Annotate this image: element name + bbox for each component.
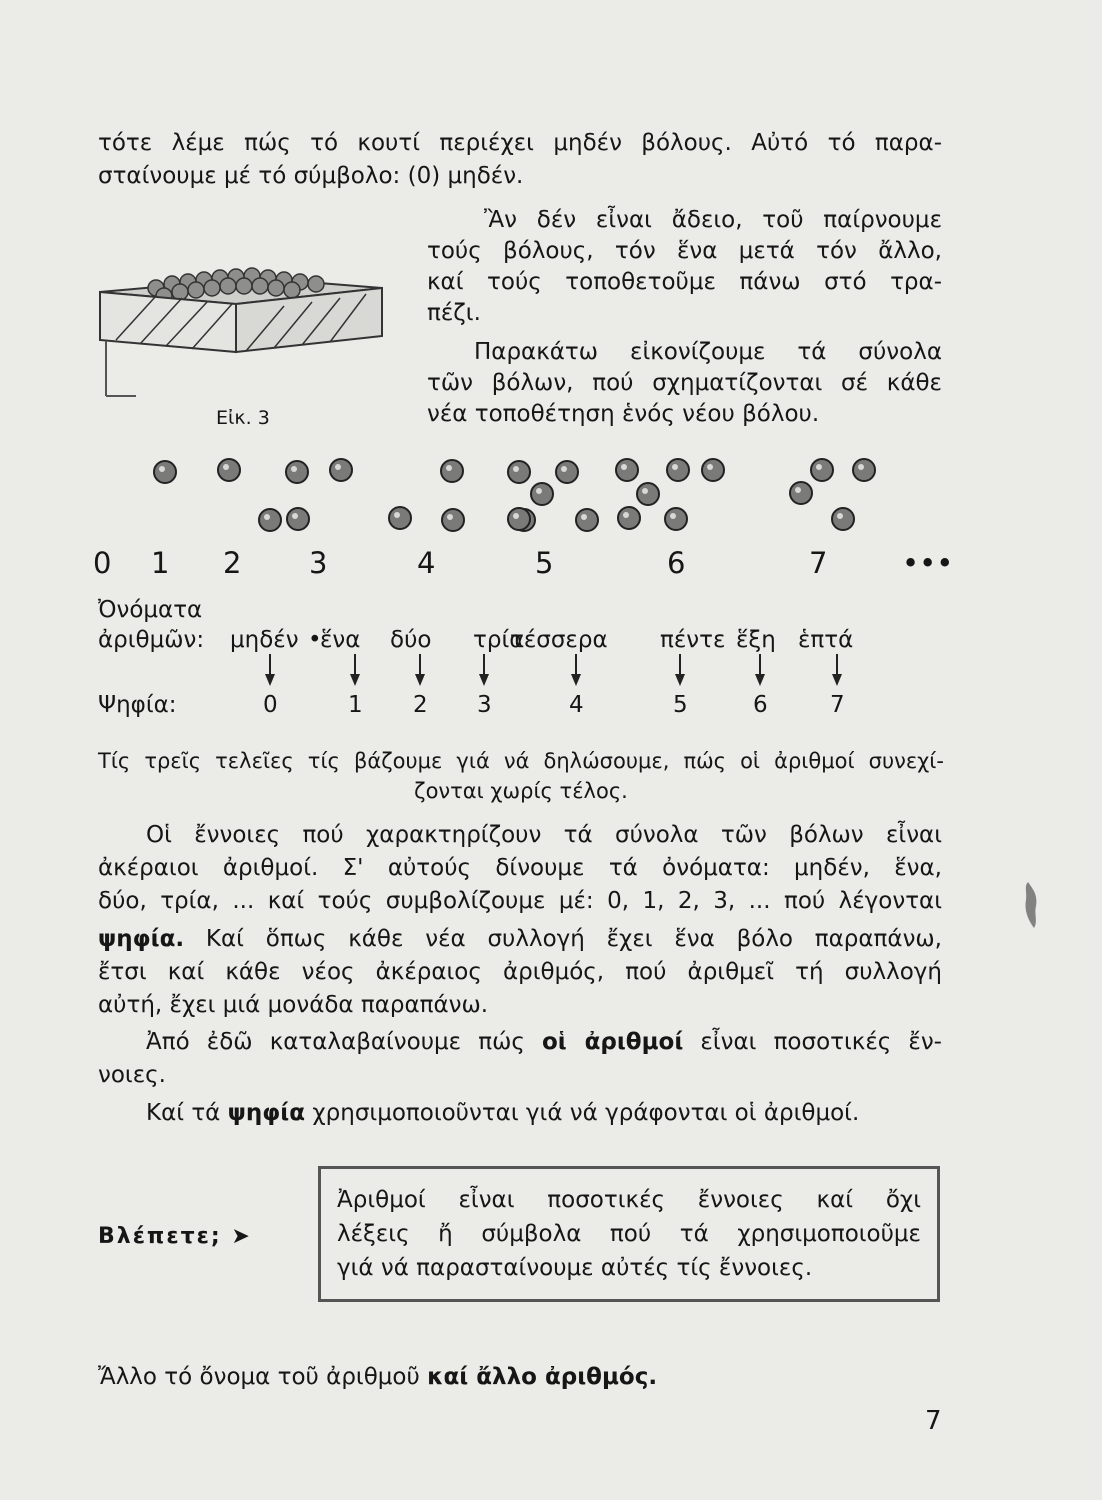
paragraph2-line-2: νοιες. [98, 1062, 166, 1088]
number-label-0: 0 [93, 546, 112, 580]
definition-box [318, 1166, 940, 1302]
ball-set-4-ball-2-highlight [446, 465, 452, 471]
ball-set-6-ball-6-highlight [670, 513, 676, 519]
ball-set-6-ball-6 [665, 508, 687, 530]
number-name-8: ἑπτά [798, 627, 854, 653]
ball-set-7-ball-3 [853, 459, 875, 481]
ball-set-2-ball-1-highlight [223, 464, 229, 470]
number-name-6: πέντε [660, 627, 726, 653]
number-name-5: τέσσερα [510, 627, 608, 653]
paragraph1-line-5: ἔτσι καί κάθε νέος ἀκέραιος ἀριθμός, πού ἀριθμεῖ τή συλλογή [98, 959, 942, 985]
dots-note-line-1: Τίς τρεῖς τελεῖες τίς βάζουμε γιά νά δηλώσουμε, πώς οἱ ἀριθμοί συνεχί- [98, 749, 944, 773]
number-label-5: 5 [535, 546, 554, 580]
definition-line-3: γιά νά παρασταίνουμε αὐτές τίς ἔννοιες. [337, 1255, 813, 1281]
ball-set-7-ball-2 [811, 459, 833, 481]
number-name-1: • [308, 627, 322, 653]
ball-set-7-ball-2-highlight [816, 464, 822, 470]
ball-set-1-ball-1 [154, 461, 176, 483]
ball-set-7-ball-1 [790, 482, 812, 504]
ball-set-6-ball-2 [637, 483, 659, 505]
paragraph1-line-4: ψηφία. Καί ὅπως κάθε νέα συλλογή ἔχει ἕνα βόλο παραπάνω, [98, 926, 942, 952]
box-of-marbles-icon [100, 268, 382, 396]
name-to-digit-arrows [0, 652, 1102, 692]
number-name-0: μηδέν [230, 627, 299, 653]
see-label: Βλέπετε; ➤ [98, 1224, 252, 1249]
ball-set-4-ball-1 [389, 507, 411, 529]
ball-set-1-ball-1-highlight [159, 466, 165, 472]
arrow-head-2 [415, 674, 425, 686]
box-of-marbles-illustration [96, 256, 386, 401]
ball-set-6-ball-5 [618, 507, 640, 529]
ball-set-3-ball-3-highlight [292, 513, 298, 519]
ball-set-6-ball-5-highlight [623, 512, 629, 518]
ball-set-6-ball-3-highlight [672, 464, 678, 470]
number-line-ellipsis: ••• [902, 546, 954, 580]
arrow-head-1 [350, 674, 360, 686]
psifia-bold: ψηφία. [98, 926, 185, 952]
digits-row [0, 690, 1102, 722]
scan-blemish [1018, 880, 1048, 930]
number-label-6: 6 [667, 546, 686, 580]
digit-4: 4 [569, 692, 584, 718]
number-label-2: 2 [223, 546, 242, 580]
ball-set-5-ball-4 [508, 508, 530, 530]
ball-set-6-ball-2-highlight [642, 488, 648, 494]
arrow-head-4 [571, 674, 581, 686]
ball-set-3-ball-2-highlight [335, 464, 341, 470]
ball-set-7-ball-4 [832, 508, 854, 530]
ball-set-4-ball-2 [441, 460, 463, 482]
number-label-3: 3 [309, 546, 328, 580]
ball-set-3-ball-1 [286, 461, 308, 483]
number-name-3: δύο [390, 627, 432, 653]
ball-set-4-ball-3 [442, 509, 464, 531]
number-label-4: 4 [417, 546, 436, 580]
digit-0: 0 [263, 692, 278, 718]
right-text-line-1: Ἂν δέν εἶναι ἄδειο, τοῦ παίρνουμε [484, 207, 942, 233]
intro-line-2: σταίνουμε μέ τό σύμβολο: (0) μηδέν. [98, 163, 524, 189]
arrow-head-5 [675, 674, 685, 686]
ball-set-7-ball-1-highlight [795, 487, 801, 493]
ball-set-5-ball-2-highlight [536, 488, 542, 494]
right-text-line-5: Παρακάτω εἰκονίζουμε τά σύνολα [474, 339, 942, 365]
arrow-head-3 [479, 674, 489, 686]
page-number: 7 [925, 1406, 942, 1436]
ball-set-7-ball-3-highlight [858, 464, 864, 470]
digit-3: 3 [477, 692, 492, 718]
pointing-arrow-icon: ➤ [231, 1224, 252, 1249]
ball-set-6-ball-1 [616, 459, 638, 481]
ball-set-3-ball-2 [330, 459, 352, 481]
arrow-head-6 [755, 674, 765, 686]
digit-1: 1 [348, 692, 363, 718]
ball-set-2-ball-1 [218, 459, 240, 481]
right-text-line-3: καί τούς τοποθετοῦμε πάνω στό τρα- [427, 269, 942, 295]
ball-set-5-ball-2 [531, 483, 553, 505]
paragraph1-line-6: αὐτή, ἔχει μιά μονάδα παραπάνω. [98, 992, 489, 1018]
ball-set-5-ball-1-highlight [513, 466, 519, 472]
names-header-line-1: Ὀνόματα [98, 597, 203, 623]
ball-set-6-ball-1-highlight [621, 464, 627, 470]
right-text-line-6: τῶν βόλων, πού σχηματίζονται σέ κάθε [427, 370, 942, 396]
ball-set-4-ball-3-highlight [447, 514, 453, 520]
arrow-head-0 [265, 674, 275, 686]
digit-2: 2 [413, 692, 428, 718]
digits-label: Ψηφία: [98, 692, 177, 718]
number-line-ball-sets [0, 440, 1102, 610]
digit-7: 7 [830, 692, 845, 718]
number-name-7: ἕξη [736, 627, 776, 653]
number-label-1: 1 [151, 546, 170, 580]
definition-line-2: λέξεις ἤ σύμβολα πού τά χρησιμοποιοῦμε [337, 1221, 921, 1247]
ball-set-2-ball-2-highlight [264, 514, 270, 520]
definition-line-1: Ἀριθμοί εἶναι ποσοτικές ἔννοιες καί ὄχι [337, 1187, 921, 1213]
dots-note-line-2: ζονται χωρίς τέλος. [414, 779, 628, 803]
ball-set-2-ball-2 [259, 509, 281, 531]
ball-set-6-ball-3 [667, 459, 689, 481]
ball-set-5-ball-3-highlight [561, 466, 567, 472]
ball-set-5-ball-3 [556, 461, 578, 483]
paragraph1-line-3: δύο, τρία, ... καί τούς συμβολίζουμε μέ: 0, 1, 2, 3, ... πού λέγονται [98, 888, 942, 914]
closing-line: Ἄλλο τό ὄνομα τοῦ ἀριθμοῦ καί ἄλλο ἀριθμός. [98, 1364, 658, 1390]
paragraph2-line-1: Ἀπό ἐδῶ καταλαβαίνουμε πώς οἱ ἀριθμοί εἶναι ποσοτικές ἔν- [146, 1029, 942, 1055]
ball-set-4-ball-1-highlight [394, 512, 400, 518]
ball-set-5-ball-5 [576, 509, 598, 531]
digit-5: 5 [673, 692, 688, 718]
right-text-line-4: πέζι. [427, 300, 481, 326]
ball-set-6-ball-4 [702, 459, 724, 481]
paragraph1-line-2: ἀκέραιοι ἀριθμοί. Σ' αὐτούς δίνουμε τά ὀνόματα: μηδέν, ἕνα, [98, 855, 942, 881]
right-text-line-7: νέα τοποθέτηση ἑνός νέου βόλου. [427, 401, 820, 427]
paragraph3: Καί τά ψηφία χρησιμοποιοῦνται γιά νά γράφονται οἱ ἀριθμοί. [146, 1100, 860, 1126]
ball-set-3-ball-3 [287, 508, 309, 530]
ball-set-6-ball-4-highlight [707, 464, 713, 470]
number-name-4: τρία [473, 627, 525, 653]
ball-set-5-ball-4-highlight [513, 513, 519, 519]
number-label-7: 7 [809, 546, 828, 580]
right-text-line-2: τούς βόλους, τόν ἕνα μετά τόν ἄλλο, [427, 238, 942, 264]
ball-set-5-ball-1 [508, 461, 530, 483]
number-name-2: ἕνα [320, 627, 361, 653]
digit-6: 6 [753, 692, 768, 718]
paragraph1-line-1: Οἱ ἔννοιες πού χαρακτηρίζουν τά σύνολα τῶν βόλων εἶναι [146, 822, 942, 848]
figure-caption: Εἰκ. 3 [216, 407, 270, 429]
arrow-head-7 [832, 674, 842, 686]
intro-line-1: τότε λέμε πώς τό κουτί περιέχει μηδέν βόλους. Αὐτό τό παρα- [98, 130, 942, 156]
ball-set-3-ball-1-highlight [291, 466, 297, 472]
ball-set-5-ball-5-highlight [581, 514, 587, 520]
names-header-line-2: ἀριθμῶν: [98, 627, 205, 653]
ball-set-7-ball-4-highlight [837, 513, 843, 519]
